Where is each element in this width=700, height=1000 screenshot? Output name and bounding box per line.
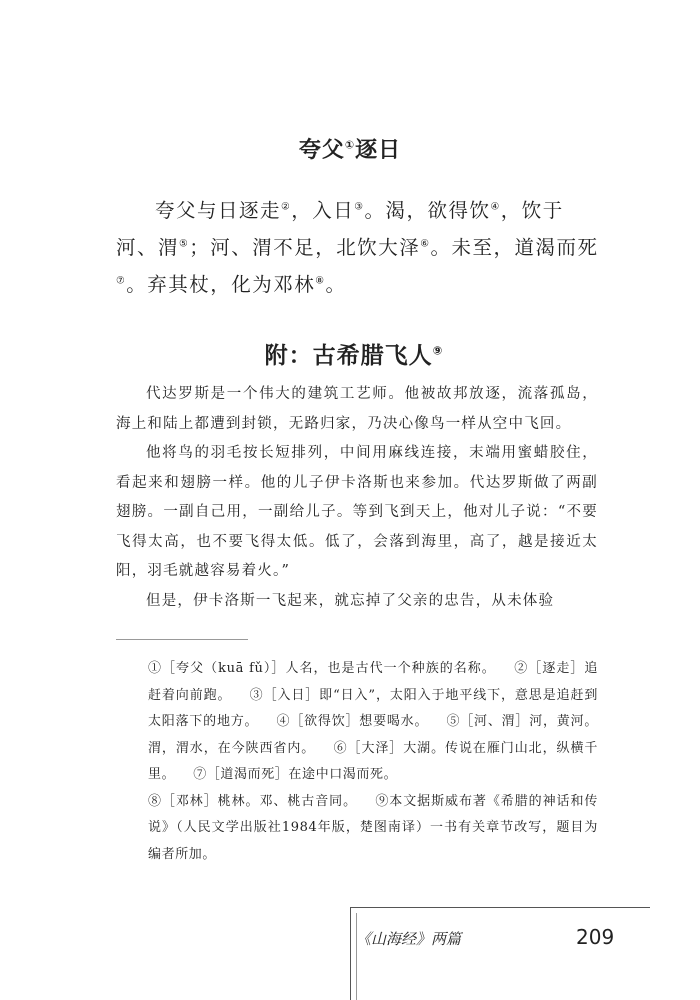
story-paragraph: 代达罗斯是一个伟大的建筑工艺师。他被故邦放逐，流落孤岛，海上和陆上都遭到封锁，无路归家，乃决心像鸟一样从空中飞回。 [116,386,598,432]
text-segment: 。未至，道渴而死 [430,236,599,259]
title-footnote-marker: ① [344,138,356,152]
text-segment: 夸父与日逐走 [155,199,282,222]
footnote-8: ⑧［邓林］桃林。邓、桃古音同。 [148,793,358,809]
story-paragraph: 但是，伊卡洛斯一飞起来，就忘掉了父亲的忠告，从未体验 [146,592,555,609]
title-rest: 逐日 [355,137,402,163]
footnote-marker: ③ [354,201,365,213]
footnote-2: ②［逐走］追赶着向前跑。 [148,661,598,703]
footnote-3: ③［入日］即“日入”，太阳入于地平线下，意思是追赶到太阳落下的地方。 [148,687,598,729]
story-body [116,380,598,616]
classical-text [116,192,604,303]
footnote-4: ④［欲得饮］想要喝水。 [276,714,429,729]
text-segment: 。渴，欲得饮 [364,199,491,222]
text-segment: ，饮于河、渭 [116,199,564,259]
footnote-divider [116,639,248,640]
subtitle-text: 附：古希腊飞人 [264,343,433,370]
text-segment: 。弃其杖，化为邓林 [126,273,316,296]
section-subtitle [0,337,700,370]
text-segment: ；河、渭不足，北饮大泽 [189,236,421,259]
footer-rule-vertical-inner [356,913,357,1000]
footnote-9: ⑨本文据斯威布著《希腊的神话和传说》（人民文学出版社1984年版，楚图南译）一书有关章节改写，题目为编者所加。 [148,793,598,862]
footnotes [148,656,598,868]
subtitle-footnote-marker: ⑨ [432,343,444,358]
title-main: 夸父 [298,137,345,163]
footnote-marker: ⑤ [179,238,190,250]
footnote-marker: ⑧ [315,275,326,287]
story-paragraph: 他将鸟的羽毛按长短排列，中间用麻线连接，末端用蜜蜡胶住，看起来和翅膀一样。他的儿子伊卡洛斯也来参加。代达罗斯做了两副翅膀。一副自己用，一副给儿子。等到飞到天上，他对儿子说：“不要飞得太高，也不要飞得太低。低了，会落到海里，高了，越是接近太阳，羽毛就越容易着火。” [116,445,598,579]
running-title: 《山海经》两篇 [356,930,462,948]
footnote-marker: ⑦ [116,275,127,287]
classical-text-paragraph [116,192,604,303]
footnote-marker: ② [281,201,292,213]
text-segment: ，入日 [291,199,355,222]
page-title [0,133,700,164]
footer-rule-vertical [350,907,351,1000]
footnote-marker: ④ [490,201,501,213]
footnote-1: ①［夸父（kuā fǔ）］人名，也是古代一个种族的名称。 [148,661,496,676]
footer-rule-horizontal [350,907,650,908]
page-number: 209 [576,925,615,949]
footnote-6: ⑥［大泽］大湖。传说在雁门山北，纵横千里。 [148,740,599,782]
footnote-5: ⑤［河、渭］河，黄河。渭，渭水，在今陕西省内。 [148,714,598,756]
footnote-marker: ⑥ [420,238,431,250]
footnote-7: ⑦［道渴而死］在途中口渴而死。 [193,767,398,782]
text-segment: 。 [325,273,347,296]
